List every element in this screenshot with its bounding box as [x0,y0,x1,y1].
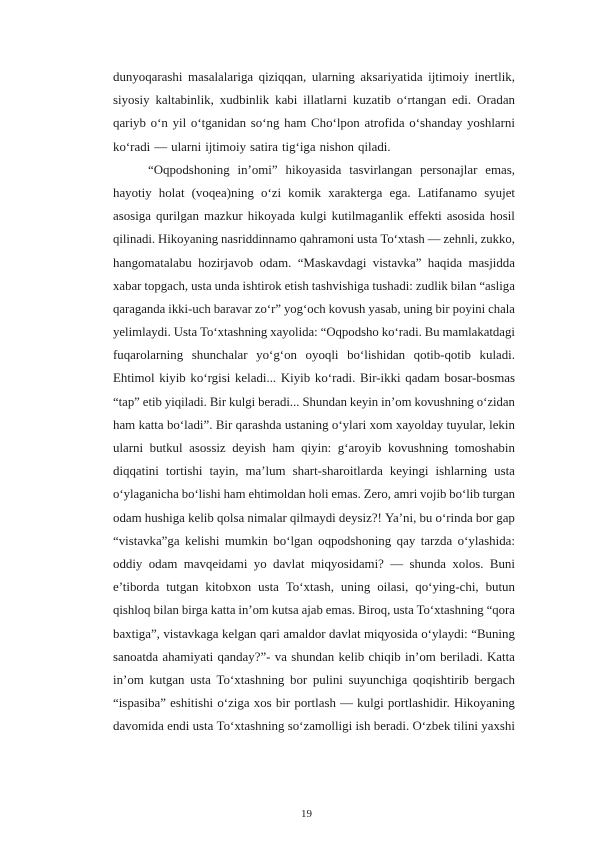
text-line: “Oqpodshoning in’omi” hikoyasida tasvirlangan personajlar emas, [148,162,515,177]
text-line: qishloq bilan birga katta in’om kutsa ajab emas. Biroq, usta To‘xtashning “qora [113,603,515,618]
text-line: davomida endi usta To‘xtashning so‘zamolligi ish beradi. O‘zbek tilini yaxshi [113,719,515,734]
text-line: qilinadi. Hikoyaning nasriddinnamo qahramoni usta To‘xtash — zehnli, zukko, [113,232,515,247]
text-line: ularni butkul asossiz deyish ham qiyin: g‘aroyib kovushning tomoshabin [113,441,515,455]
text-line: “ispasiba” eshitishi o‘ziga xos bir portlash — kulgi portlashidir. Hikoyaning [113,696,515,711]
text-line: baxtiga”, vistavkaga kelgan qari amaldor davlat miqyosida o‘ylaydi: “Buning [113,626,515,641]
text-line: sanoatda ahamiyati qanday?”- va shundan kelib chiqib in’om beriladi. Katta [113,649,515,664]
text-line: e’tiborda tutgan kitobxon usta To‘xtash, uning oilasi, qo‘ying-chi, butun [113,580,515,595]
text-line: asosiga qurilgan mazkur hikoyada kulgi kutilmaganlik effekti asosida hosil [113,209,515,224]
text-line: yelimlaydi. Usta To‘xtashning xayolida: “Oqpodsho ko‘radi. Bu mamlakatdagi [113,325,515,340]
text-line: hayotiy holat (voqea)ning o‘zi komik xarakterga ega. Latifanamo syujet [113,185,515,200]
text-line: “tap” etib yiqiladi. Bir kulgi beradi... Shundan keyin in’om kovushning o‘zidan [113,394,515,409]
text-line: ham katta bo‘ladi”. Bir qarashda ustaning o‘ylari xom xayolday tuyular, lekin [113,417,515,432]
text-line: in’om kutgan usta To‘xtashning bor pulini suyunchiga qoqishtirib bergach [113,672,515,687]
text-line: fuqarolarning shunchalar yo‘g‘on oyoqli bo‘lishidan qotib-qotib kuladi. [113,348,515,363]
text-line: qariyb o‘n yil o‘tganidan so‘ng ham Cho‘lpon atrofida o‘shanday yoshlarni [113,116,515,131]
text-line: dunyoqarashi masalalariga qiziqqan, ularning aksariyatida ijtimoiy inertlik, [113,70,515,84]
text-line: oddiy odam mavqeidami yo davlat miqyosidami? — shunda xolos. Buni [113,556,515,571]
text-line: o‘ylaganicha bo‘lishi ham ehtimoldan holi emas. Zero, amri vojib bo‘lib turgan [113,487,515,502]
text-line: qaraganda ikki-uch baravar zo‘r” yog‘och kovush yasab, uning bir poyini chala [113,301,515,316]
text-line: diqqatini tortishi tayin, ma’lum shart-sharoitlarda keyingi ishlarning usta [113,464,515,479]
text-line: ko‘radi — ularni ijtimoiy satira tig‘iga nishon qiladi. [113,139,391,154]
text-line: siyosiy kaltabinlik, xudbinlik kabi illatlarni kuzatib o‘rtangan edi. Oradan [113,93,515,108]
page-number: 19 [301,808,312,820]
body-text [113,66,515,738]
text-line: Ehtimol kiyib ko‘rgisi keladi... Kiyib ko‘radi. Bir-ikki qadam bosar-bosmas [113,371,515,386]
text-line: odam hushiga kelib qolsa nimalar qilmaydi deysiz?! Ya’ni, bu o‘rinda bor gap [113,510,515,525]
text-line: “vistavka”ga kelishi mumkin bo‘lgan oqpodshoning qay tarzda o‘ylashida: [113,533,515,548]
text-line: hangomatalabu hozirjavob odam. “Maskavdagi vistavka” haqida masjidda [113,255,515,270]
text-line: xabar topgach, usta unda ishtirok etish tashvishiga tushadi: zudlik bilan “asliga [113,278,515,293]
